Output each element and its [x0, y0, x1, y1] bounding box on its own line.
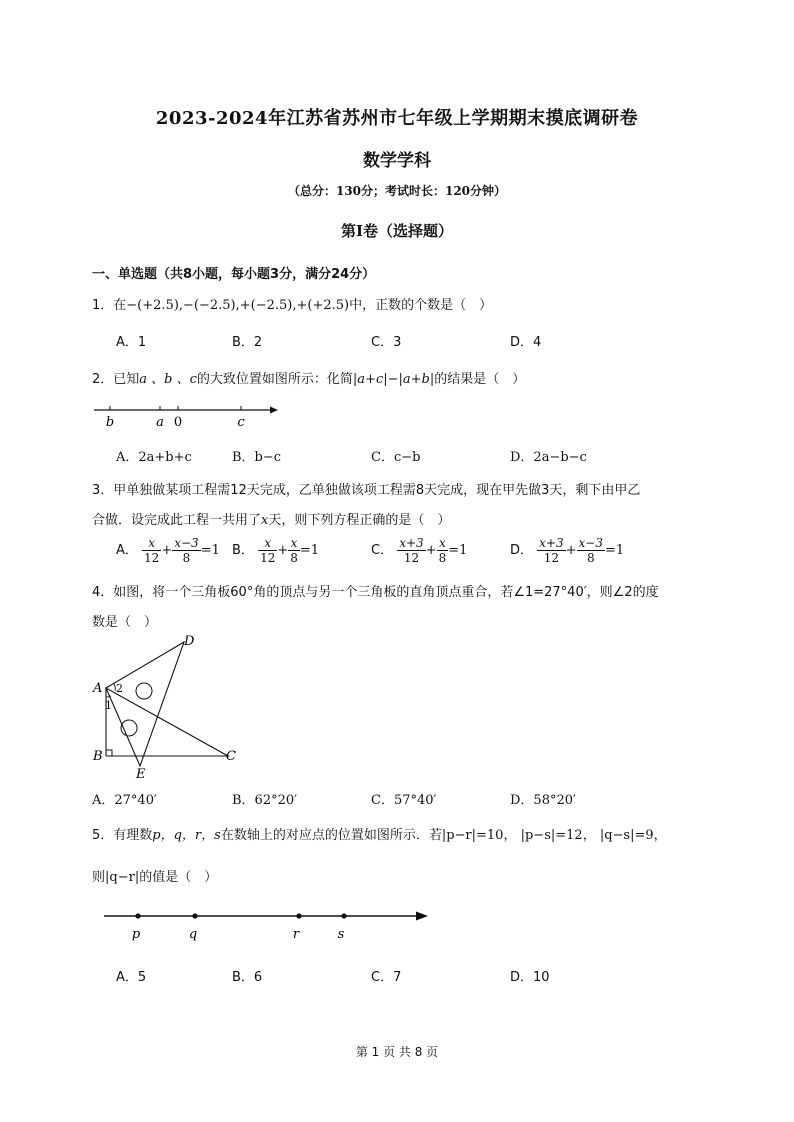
question-3-line-1: 3．甲单独做某项工程需12天完成，乙单独做该项工程需8天完成，现在甲先做3天，剩下由甲乙 — [92, 483, 641, 498]
section-heading: 一、单选题（共8小题，每小题3分，满分24分） — [92, 267, 376, 282]
question-4-line-1: 4．如图，将一个三角板60°角的顶点与另一个三角板的直角顶点重合，若∠1=27°40′，则∠2的度 — [92, 585, 659, 600]
q5-expression: |q−r| — [105, 870, 140, 885]
q5-option-b: B．6 — [232, 970, 263, 985]
q4-option-d: D．58°20′ — [510, 793, 576, 808]
page-footer: 第 1 页 共 8 页 — [355, 1045, 439, 1059]
q4-triangle-figure — [92, 632, 252, 780]
question-4-line-2: 数是（ ） — [92, 615, 158, 630]
q4-label-angle-2: 2 — [116, 682, 123, 695]
q3-option-b: B． $\frac{x}{12}$ + $\frac{x}{8}$ =1 — [232, 536, 320, 565]
q1-expression: −(+2.5),−(−2.5),+(−2.5),+(+2.5) — [126, 298, 350, 313]
q1-option-c: C．3 — [371, 335, 402, 350]
q2-option-a: A．2a+b+c — [116, 450, 192, 465]
question-3-line-2: 合做．设完成此工程一共用了x天，则下列方程正确的是（ ） — [92, 513, 451, 528]
q3-option-a: A． $\frac{x}{12}$ + $\frac{x-3}{8}$ =1 — [116, 536, 220, 565]
q2-label-zero: 0 — [173, 415, 183, 430]
volume-title: 第Ⅰ卷（选择题） — [340, 222, 454, 240]
q2-option-d: D．2a−b−c — [510, 450, 587, 465]
q4-label-b: B — [93, 749, 103, 764]
q5-option-c: C．7 — [371, 970, 402, 985]
q1-option-a: A．1 — [116, 335, 147, 350]
q1-option-d: D．4 — [510, 335, 542, 350]
q5-label-q: q — [188, 927, 198, 942]
q5-number-line — [100, 906, 440, 944]
q4-option-b: B．62°20′ — [232, 793, 298, 808]
question-2: 2．已知a 、b 、c的大致位置如图所示：化简|a+c|−|a+b|的结果是（ ） — [92, 372, 526, 387]
q2-option-c: C．c−b — [371, 450, 421, 465]
q2-option-b: B．b−c — [232, 450, 282, 465]
question-1: 1．在−(+2.5),−(−2.5),+(−2.5),+(+2.5)中，正数的个数是（ ） — [92, 298, 493, 313]
q4-option-a: A．27°40′ — [92, 793, 157, 808]
subject-title: 数学学科 — [363, 151, 431, 171]
q3-option-c: C． $\frac{x+3}{12}$ + $\frac{x}{8}$ =1 — [371, 536, 468, 565]
q5-label-s: s — [337, 927, 345, 942]
q4-label-c: C — [226, 749, 236, 764]
q4-option-c: C．57°40′ — [371, 793, 437, 808]
q4-label-e: E — [136, 767, 146, 782]
exam-info: （总分：130分；考试时长：120分钟） — [287, 184, 507, 198]
q4-label-angle-1: 1 — [105, 699, 112, 712]
q4-label-a: A — [93, 681, 103, 696]
q3-option-d: D． $\frac{x+3}{12}$ + $\frac{x-3}{8}$ =1 — [510, 536, 625, 565]
q2-number-line — [92, 398, 292, 432]
q5-label-p: p — [131, 927, 141, 942]
q2-label-c: c — [237, 415, 245, 430]
question-5-line-1: 5．有理数p，q，r，s在数轴上的对应点的位置如图所示．若|p−r|=10， |p−s|=12， |q−s|=9， — [92, 828, 667, 843]
q2-expression: |a+c|−|a+b| — [352, 372, 435, 387]
q5-option-a: A．5 — [116, 970, 147, 985]
q5-option-d: D．10 — [510, 970, 550, 985]
q5-condition-2: |p−s|=12 — [520, 828, 583, 843]
q2-label-b: b — [105, 415, 115, 430]
q4-label-d: D — [184, 634, 195, 649]
q1-option-b: B．2 — [232, 335, 263, 350]
q5-label-r: r — [292, 927, 300, 942]
q5-condition-1: |p−r|=10 — [441, 828, 504, 843]
q2-label-a: a — [156, 415, 164, 430]
exam-title: 2023-2024年江苏省苏州市七年级上学期期末摸底调研卷 — [155, 108, 639, 129]
question-5-line-2: 则|q−r|的值是（ ） — [92, 870, 218, 885]
q5-condition-3: |q−s|=9 — [599, 828, 654, 843]
